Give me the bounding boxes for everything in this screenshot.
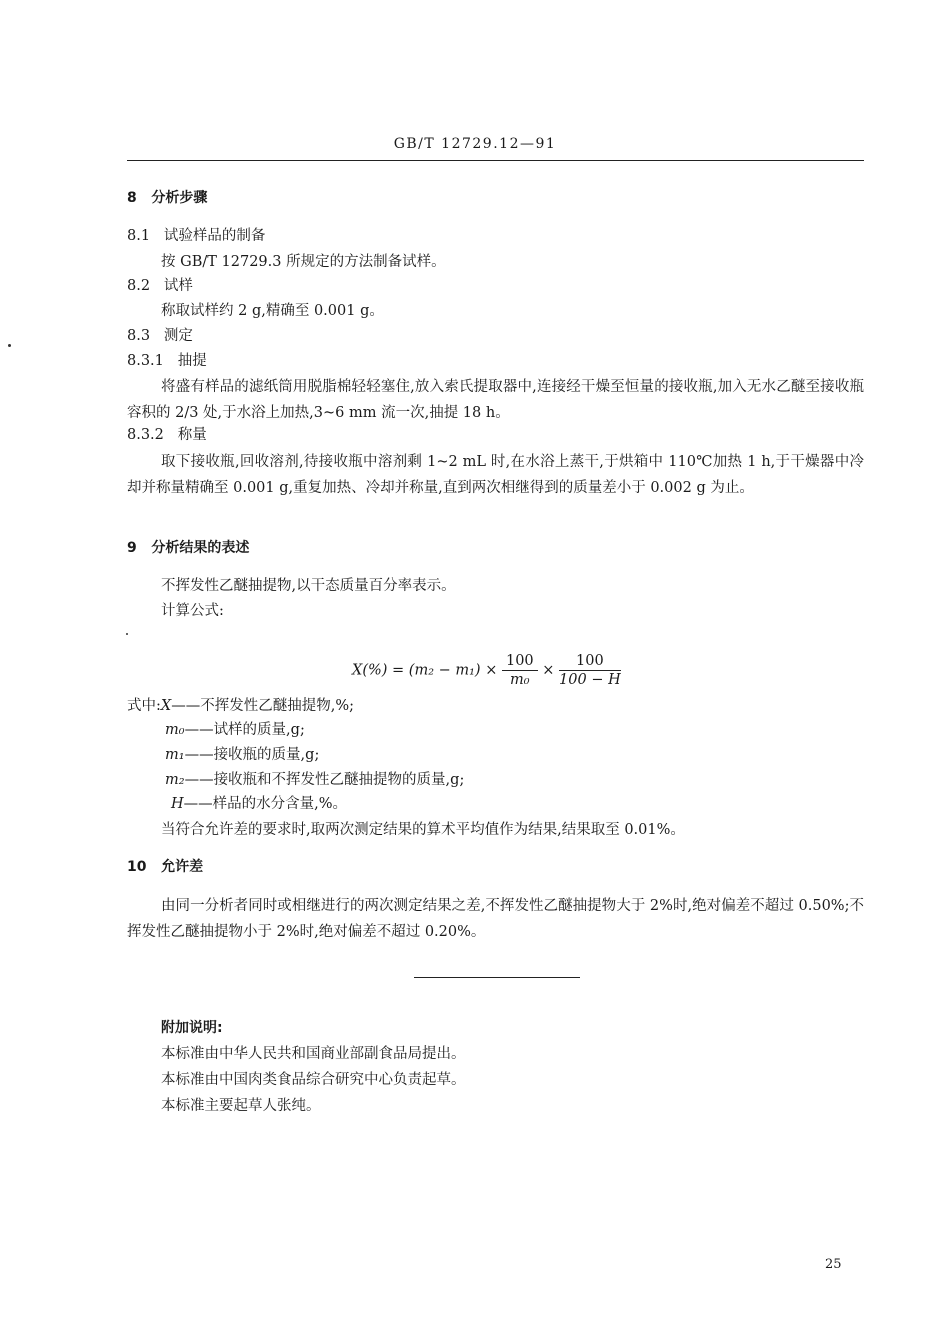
fraction-denominator: 100 − H [559, 672, 621, 688]
definition-row [171, 794, 347, 814]
section-10-text: 由同一分析者同时或相继进行的两次测定结果之差,不挥发性乙醚抽提物大于 2%时,绝对偏差不超过 0.50%;不挥发性乙醚抽提物小于 2%时,绝对偏差不超过 0.20%。 [127, 898, 864, 940]
where-prefix: 式中: [127, 698, 161, 714]
subsection-title: 测定 [163, 328, 193, 344]
subsection-8-3-2-text: 取下接收瓶,回收溶剂,待接收瓶中溶剂剩 1~2 mL 时,在水浴上蒸干,于烘箱中 110℃加热 1 h,于干燥器中冷却并称量精确至 0.001 g,重复加热、冷却并称量,直到两次相继得到的质量差小于 0.002 g 为止。 [127, 454, 864, 496]
formula-lhs: X(%) = (m₂ − m₁) × [352, 662, 498, 679]
fraction-numerator: 100 [502, 652, 538, 671]
end-separator-rule [414, 977, 580, 978]
fraction-numerator: 100 [559, 652, 621, 671]
subsection-number: 8.3 [127, 328, 151, 344]
calculation-formula [0, 652, 950, 692]
subsection-number: 8.2 [127, 278, 151, 294]
definition-row [165, 720, 305, 740]
times-sign: × [542, 662, 555, 679]
subsection-title: 试样 [163, 278, 193, 294]
appendix-line: 本标准由中华人民共和国商业部副食品局提出。 [161, 1046, 466, 1062]
definition-text: ——接收瓶和不挥发性乙醚抽提物的质量,g; [184, 772, 465, 788]
definition-text: ——不挥发性乙醚抽提物,%; [171, 698, 354, 714]
header-rule [127, 160, 864, 161]
appendix-line: 本标准主要起草人张纯。 [161, 1098, 321, 1114]
fraction-100-over-m0 [502, 652, 538, 689]
subsection-title: 称量 [177, 427, 207, 443]
section-title: 允许差 [161, 859, 204, 875]
section-10-heading [127, 857, 203, 877]
subsection-8-1-text: 按 GB/T 12729.3 所规定的方法制备试样。 [161, 254, 446, 270]
scan-speck [8, 344, 11, 347]
subsection-title: 抽提 [177, 353, 207, 369]
subsection-8-2-heading [127, 276, 193, 296]
section-9-intro: 不挥发性乙醚抽提物,以干态质量百分率表示。 [161, 578, 456, 594]
subsection-8-3-1-heading [127, 351, 207, 371]
section-number: 10 [127, 859, 147, 875]
subsection-8-1-heading [127, 226, 265, 246]
subsection-title: 试验样品的制备 [163, 228, 266, 244]
definition-row [165, 745, 319, 765]
definition-symbol: X [160, 698, 172, 714]
subsection-8-3-1-text: 将盛有样品的滤纸筒用脱脂棉轻轻塞住,放入索氏提取器中,连接经干燥至恒量的接收瓶,加入无水乙醚至接收瓶容积的 2/3 处,于水浴上加热,3~6 mm 流一次,抽提 18 h。 [127, 379, 864, 421]
appendix-title: 附加说明: [161, 1020, 223, 1036]
section-number: 8 [127, 190, 137, 206]
appendix-line: 本标准由中国肉类食品综合研究中心负责起草。 [161, 1072, 466, 1088]
section-9-heading [127, 538, 249, 558]
subsection-8-3-heading [127, 326, 193, 346]
fraction-100-over-100-minus-h [559, 652, 621, 689]
section-title: 分析步骤 [151, 190, 208, 206]
definition-symbol: H [171, 796, 184, 812]
definition-row [165, 770, 464, 790]
subsection-8-3-2-heading [127, 425, 207, 445]
definition-symbol: m₁ [165, 747, 185, 763]
subsection-number: 8.1 [127, 228, 151, 244]
definition-symbol: m₀ [165, 722, 185, 738]
definition-text: ——样品的水分含量,%。 [183, 796, 348, 812]
subsection-number: 8.3.1 [127, 353, 164, 369]
definition-text: ——试样的质量,g; [184, 722, 305, 738]
standard-code-header: GB/T 12729.12—91 [393, 136, 557, 152]
page-number: 25 [825, 1257, 842, 1272]
scan-speck [126, 633, 128, 635]
fraction-denominator: m₀ [510, 672, 530, 688]
subsection-8-2-text: 称取试样约 2 g,精确至 0.001 g。 [161, 303, 384, 319]
formula-label: 计算公式: [161, 603, 224, 619]
definition-symbol: m₂ [165, 772, 185, 788]
definition-text: ——接收瓶的质量,g; [184, 747, 320, 763]
section-8-heading [127, 188, 207, 208]
section-number: 9 [127, 540, 137, 556]
section-title: 分析结果的表述 [151, 540, 250, 556]
subsection-number: 8.3.2 [127, 427, 164, 443]
result-note: 当符合允许差的要求时,取两次测定结果的算术平均值作为结果,结果取至 0.01%。 [161, 822, 685, 838]
definition-row [127, 696, 354, 716]
